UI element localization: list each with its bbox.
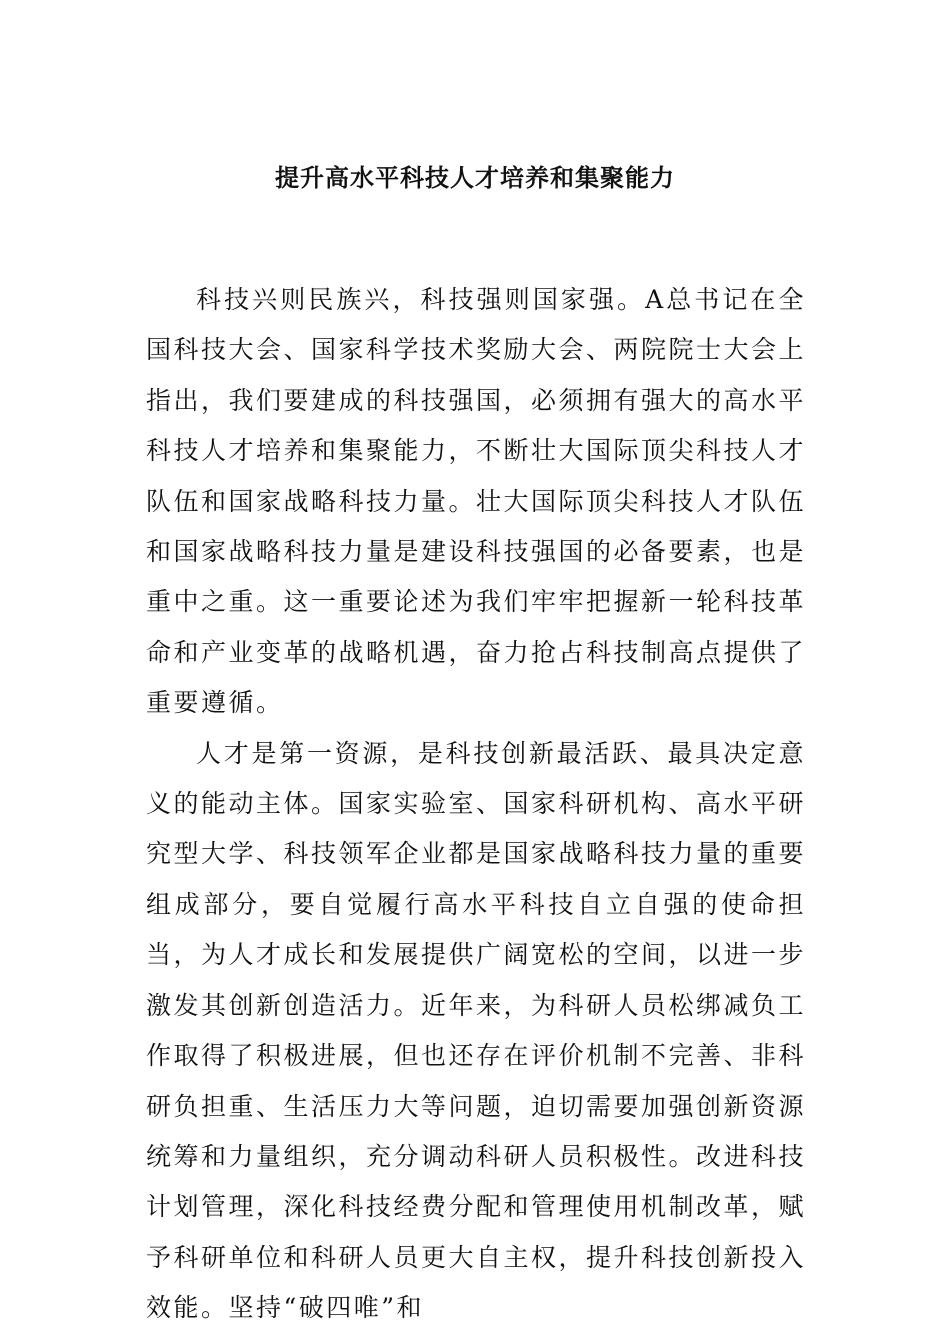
paragraph-1: 科技兴则民族兴，科技强则国家强。A总书记在全国科技大会、国家科学技术奖励大会、两院院士大会上指出，我们要建成的科技强国，必须拥有强大的高水平科技人才培养和集聚能力，不断壮大国际顶尖科技人才队伍和国家战略科技力量。壮大国际顶尖科技人才队伍和国家战略科技力量是建设科技强国的必备要素，也是重中之重。这一重要论述为我们牢牢把握新一轮科技革命和产业变革的战略机遇，奋力抢占科技制高点提供了重要遵循。 (146, 285, 807, 718)
document-title: 提升高水平科技人才培养和集聚能力 (275, 163, 675, 192)
document-body (146, 275, 806, 1334)
paragraph-2: 人才是第一资源，是科技创新最活跃、最具决定意义的能动主体。国家实验室、国家科研机构、高水平研究型大学、科技领军企业都是国家战略科技力量的重要组成部分，要自觉履行高水平科技自立自强的使命担当，为人才成长和发展提供广阔宽松的空间，以进一步激发其创新创造活力。近年来，为科研人员松绑减负工作取得了积极进展，但也还存在评价机制不完善、非科研负担重、生活压力大等问题，迫切需要加强创新资源统筹和力量组织，充分调动科研人员积极性。改进科技计划管理，深化科技经费分配和管理使用机制改革，赋予科研单位和科研人员更大自主权，提升科技创新投入效能。坚持“破四唯”和 (146, 738, 807, 1323)
